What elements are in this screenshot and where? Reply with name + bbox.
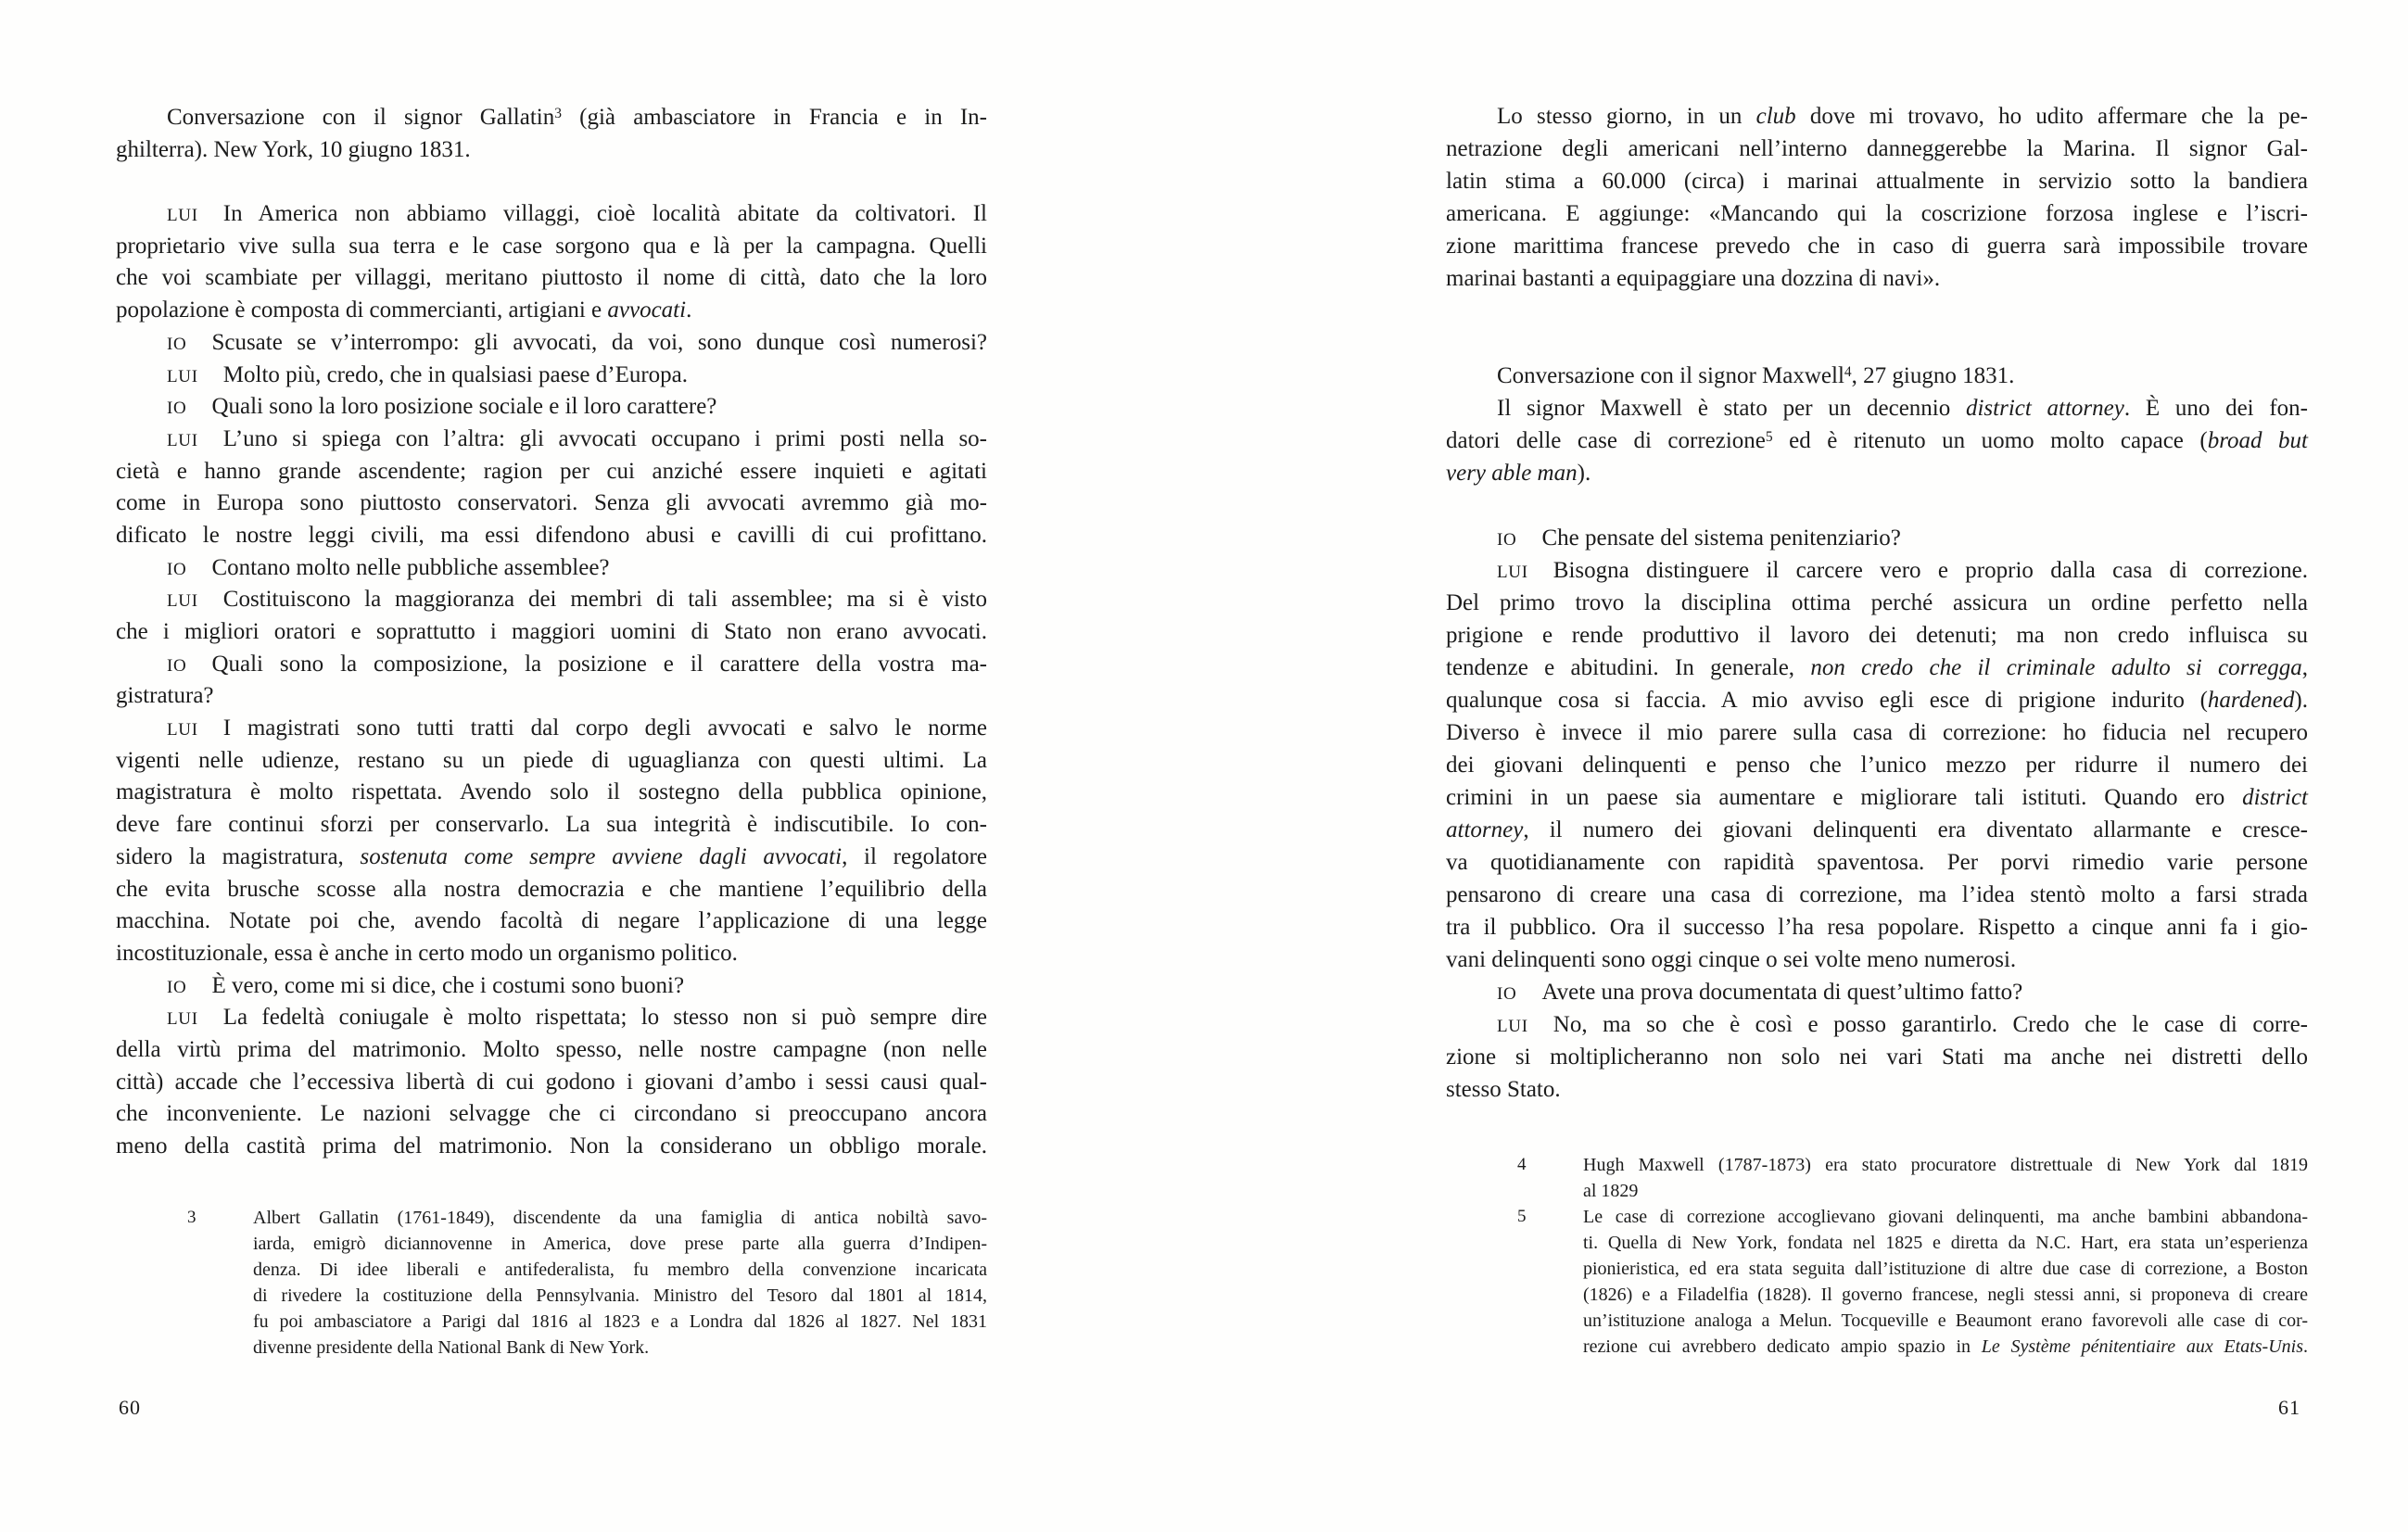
speaker-label: LUI	[167, 720, 198, 741]
text-line: vani delinquenti sono oggi cinque o sei volte meno numerosi.	[1446, 947, 2017, 972]
text-line: LUI Molto più, credo, che in qualsiasi paese d’Europa.	[167, 361, 689, 387]
text-line: cietà e hanno grande ascendente; ragion per cui anziché essere inquieti e agitati	[116, 458, 987, 484]
text-line: vigenti nelle udienze, restano su un piede di uguaglianza con questi ultimi. La	[116, 747, 987, 773]
text-line: pionieristica, ed era stata seguita dall’istituzione di altre due case di correzione, a Boston	[1583, 1259, 2308, 1279]
speaker-label: LUI	[1497, 563, 1528, 582]
text-line: denza. Di idee liberali e antifederalista, fu membro della convenzione incaricata	[253, 1259, 987, 1280]
footnote	[116, 1205, 987, 1361]
page-left-textblock	[116, 102, 987, 1361]
text-line: meno della castità prima del matrimonio. Non la considerano un obbligo morale.	[116, 1133, 987, 1158]
italic-text: sostenuta come sempre avviene dagli avvocati	[360, 843, 843, 869]
speaker-label: LUI	[1497, 1017, 1528, 1036]
speaker-label: LUI	[167, 591, 198, 612]
text-line: Diverso è invece il mio parere sulla casa di correzione: ho fiducia nel recupero	[1446, 720, 2308, 745]
speaker-label: IO	[167, 399, 187, 419]
speaker-label: IO	[167, 977, 187, 997]
text-line: LUI Costituiscono la maggioranza dei membri di tali assemblee; ma si è visto	[167, 587, 987, 613]
speaker-label: IO	[167, 655, 187, 676]
page-right	[1204, 0, 2408, 1532]
text-line: pensarono di creare una casa di correzione, ma l’idea stentò molto a farsi strada	[1446, 882, 2308, 907]
text-line: Il signor Maxwell è stato per un decennio district attorney. È uno dei fon-	[1497, 396, 2309, 421]
footnote	[1446, 1204, 2308, 1360]
page-right-footnotes	[1446, 1152, 2308, 1360]
text-line: datori delle case di correzione$^5$ ed è ritenuto un uomo molto capace (broad but	[1446, 428, 2308, 453]
text-line: deve fare continui sforzi per conservarlo. La sua integrità è indiscutibile. Io con-	[116, 812, 987, 838]
italic-text: very able man	[1446, 461, 1578, 486]
page-number-right: 61	[2278, 1396, 2300, 1419]
text-line: dificato le nostre leggi civili, ma essi difendono abusi e cavilli di cui profittano.	[116, 522, 987, 548]
text-line: zione marittima francese prevedo che in caso di guerra sarà impossibile trovare	[1446, 234, 2308, 259]
text-line: Le case di correzione accoglievano giovani delinquenti, ma anche bambini abbandona-	[1583, 1207, 2308, 1227]
speaker-label: IO	[167, 334, 187, 354]
text-line: come in Europa sono piuttosto conservatori. Senza gli avvocati avremmo già mo-	[116, 490, 987, 516]
italic-text: club	[1755, 104, 1796, 129]
footnote-reference: 5	[1765, 429, 1773, 446]
text-line: LUI No, ma so che è così e posso garantirlo. Credo che le case di corre-	[1497, 1012, 2308, 1037]
speaker-label: IO	[1497, 984, 1517, 1004]
text-line: IO Quali sono la loro posizione sociale e il loro carattere?	[167, 394, 717, 420]
italic-text: attorney	[1446, 817, 1524, 842]
text-line: tendenze e abitudini. In generale, non credo che il criminale adulto si corregga,	[1446, 655, 2308, 680]
text-line: che i migliori oratori e soprattutto i maggiori uomini di Stato non erano avvocati.	[116, 619, 987, 644]
text-line: gistratura?	[116, 683, 214, 709]
page-left-footnotes	[116, 1205, 987, 1361]
page-left-body	[116, 102, 987, 1163]
italic-text: avvocati	[607, 298, 687, 323]
text-line: Albert Gallatin (1761-1849), discendente da una famiglia di antica nobiltà savo-	[253, 1207, 987, 1228]
text-line: divenne presidente della National Bank di New York.	[253, 1336, 650, 1358]
text-line: al 1829	[1583, 1181, 1639, 1201]
text-line: macchina. Notate poi che, avendo facoltà di negare l’applicazione di una legge	[116, 908, 987, 934]
speaker-label: IO	[1497, 530, 1517, 550]
footnote-reference: 4	[1844, 364, 1852, 381]
text-line: LUI I magistrati sono tutti tratti dal corpo degli avvocati e salvo le norme	[167, 715, 987, 741]
text-line: IO Quali sono la composizione, la posizione e il carattere della vostra ma-	[167, 651, 987, 677]
text-line: va quotidianamente con rapidità spaventosa. Per porvi rimedio varie persone	[1446, 850, 2308, 875]
speaker-label: LUI	[167, 206, 198, 226]
footnote-number: 3	[187, 1207, 196, 1227]
footnote-text	[1583, 1152, 2308, 1204]
text-line: netrazione degli americani nell’interno danneggerebbe la Marina. Il signor Gal-	[1446, 136, 2308, 161]
text-line: incostituzionale, essa è anche in certo modo un organismo politico.	[116, 940, 738, 966]
text-line: IO È vero, come mi si dice, che i costumi sono buoni?	[167, 972, 685, 998]
text-line: very able man).	[1446, 461, 1591, 486]
text-line: Conversazione con il signor Gallatin$^3$ (già ambasciatore in Francia e in In-	[167, 105, 988, 130]
text-line: ghilterra). New York, 10 giugno 1831.	[116, 136, 471, 162]
text-line: (1826) e a Filadelfia (1828). Il governo francese, negli stessi anni, si proponeva di creare	[1583, 1285, 2308, 1305]
text-line: iarda, emigrò diciannovenne in America, dove prese parte alla guerra d’Indipen-	[253, 1233, 987, 1254]
text-line: rezione cui avrebbero dedicato ampio spazio in Le Système pénitentiaire aux Etats-Unis.	[1583, 1336, 2308, 1357]
italic-text: district	[2242, 785, 2308, 810]
footnote-text	[253, 1205, 987, 1361]
speaker-label: LUI	[167, 430, 198, 450]
text-line: della virtù prima del matrimonio. Molto spesso, nelle nostre campagne (non nelle	[116, 1036, 987, 1062]
text-line: latin stima a 60.000 (circa) i marinai attualmente in servizio sotto la bandiera	[1446, 169, 2308, 194]
text-line: IO Scusate se v’interrompo: gli avvocati, da voi, sono dunque così numerosi?	[167, 329, 987, 355]
footnote-number: 4	[1517, 1155, 1527, 1174]
text-line: città) accade che l’eccessiva libertà di cui godono i giovani d’ambo i sessi causi qual-	[116, 1069, 987, 1095]
speaker-label: LUI	[167, 366, 198, 386]
speaker-label: IO	[167, 559, 187, 579]
text-line: zione si moltiplicheranno non solo nei vari Stati ma anche nei distretti dello	[1446, 1045, 2308, 1070]
text-line: Hugh Maxwell (1787-1873) era stato procuratore distrettuale di New York dal 1819	[1583, 1155, 2308, 1175]
text-line: di rivedere la costituzione della Pennsylvania. Ministro del Tesoro dal 1801 al 1814,	[253, 1285, 987, 1306]
text-line: sidero la magistratura, sostenuta come sempre avviene dagli avvocati, il regolatore	[116, 843, 987, 869]
text-line: ti. Quella di New York, fondata nel 1825 e diretta da N.C. Hart, era stata un’esperienza	[1583, 1233, 2308, 1253]
footnote	[1446, 1152, 2308, 1204]
footnote-text	[1583, 1204, 2308, 1360]
footnote-number: 5	[1517, 1207, 1527, 1226]
italic-text: district attorney	[1965, 396, 2124, 421]
text-line: marinai bastanti a equipaggiare una dozzina di navi».	[1446, 266, 1941, 291]
text-line: popolazione è composta di commercianti, artigiani e avvocati.	[116, 298, 692, 323]
text-line: LUI In America non abbiamo villaggi, cioè località abitate da coltivatori. Il	[167, 201, 987, 227]
text-line: americana. E aggiunge: «Mancando qui la coscrizione forzosa inglese e l’iscri-	[1446, 201, 2308, 226]
text-line: stesso Stato.	[1446, 1077, 1561, 1102]
text-line: dei giovani delinquenti e penso che l’unico mezzo per ridurre il numero dei	[1446, 753, 2308, 778]
text-line: Conversazione con il signor Maxwell$^4$, 27 giugno 1831.	[1497, 363, 2015, 388]
italic-text: non credo che il criminale adulto si corregga	[1810, 655, 2302, 680]
page-right-body	[1446, 100, 2308, 1106]
text-line: fu poi ambasciatore a Parigi dal 1816 al 1823 e a Londra dal 1826 al 1827. Nel 1831	[253, 1310, 987, 1332]
text-line: che inconveniente. Le nazioni selvagge che ci circondano si preoccupano ancora	[116, 1101, 987, 1127]
text-line: Del primo trovo la disciplina ottima perché assicura un ordine perfetto nella	[1446, 590, 2308, 615]
text-line: che voi scambiate per villaggi, meritano piuttosto il nome di città, dato che la loro	[116, 265, 987, 291]
text-line: attorney, il numero dei giovani delinquenti era diventato allarmante e cresce-	[1446, 817, 2308, 842]
text-line: IO Avete una prova documentata di quest’ultimo fatto?	[1497, 980, 2023, 1005]
text-line: che evita brusche scosse alla nostra democrazia e che mantiene l’equilibrio della	[116, 876, 987, 902]
speaker-label: LUI	[167, 1009, 198, 1030]
text-line: Lo stesso giorno, in un club dove mi trovavo, ho udito affermare che la pe-	[1497, 104, 2308, 129]
italic-text: broad but	[2207, 428, 2308, 453]
text-line: crimini in un paese sia aumentare e migliorare tali istituti. Quando ero district	[1446, 785, 2308, 810]
italic-text: Le Système pénitentiaire aux Etats-Unis	[1981, 1336, 2303, 1357]
text-line: LUI Bisogna distinguere il carcere vero e proprio dalla casa di correzione.	[1497, 558, 2308, 583]
text-line: prigione e rende produttivo il lavoro dei detenuti; ma non credo influisca su	[1446, 623, 2308, 648]
page-right-textblock	[1446, 100, 2308, 1360]
text-line: IO Che pensate del sistema penitenziario?	[1497, 525, 1901, 551]
text-line: un’istituzione analoga a Melun. Tocqueville e Beaumont erano favorevoli alle case di cor-	[1583, 1310, 2308, 1331]
text-line: LUI La fedeltà coniugale è molto rispettata; lo stesso non si può sempre dire	[167, 1005, 987, 1031]
page-number-left: 60	[119, 1396, 141, 1419]
text-line: LUI L’uno si spiega con l’altra: gli avvocati occupano i primi posti nella so-	[167, 425, 987, 451]
text-line: proprietario vive sulla sua terra e le case sorgono qua e là per la campagna. Quelli	[116, 233, 987, 259]
italic-text: hardened	[2207, 688, 2295, 713]
footnote-reference: 3	[554, 106, 562, 122]
text-line: tra il pubblico. Ora il successo l’ha resa popolare. Rispetto a cinque anni fa i gio-	[1446, 915, 2308, 940]
text-line: magistratura è molto rispettata. Avendo solo il sostegno della pubblica opinione,	[116, 779, 987, 805]
text-line: qualunque cosa si faccia. A mio avviso egli esce di prigione indurito (hardened).	[1446, 688, 2308, 713]
text-line: IO Contano molto nelle pubbliche assemblee?	[167, 554, 610, 580]
